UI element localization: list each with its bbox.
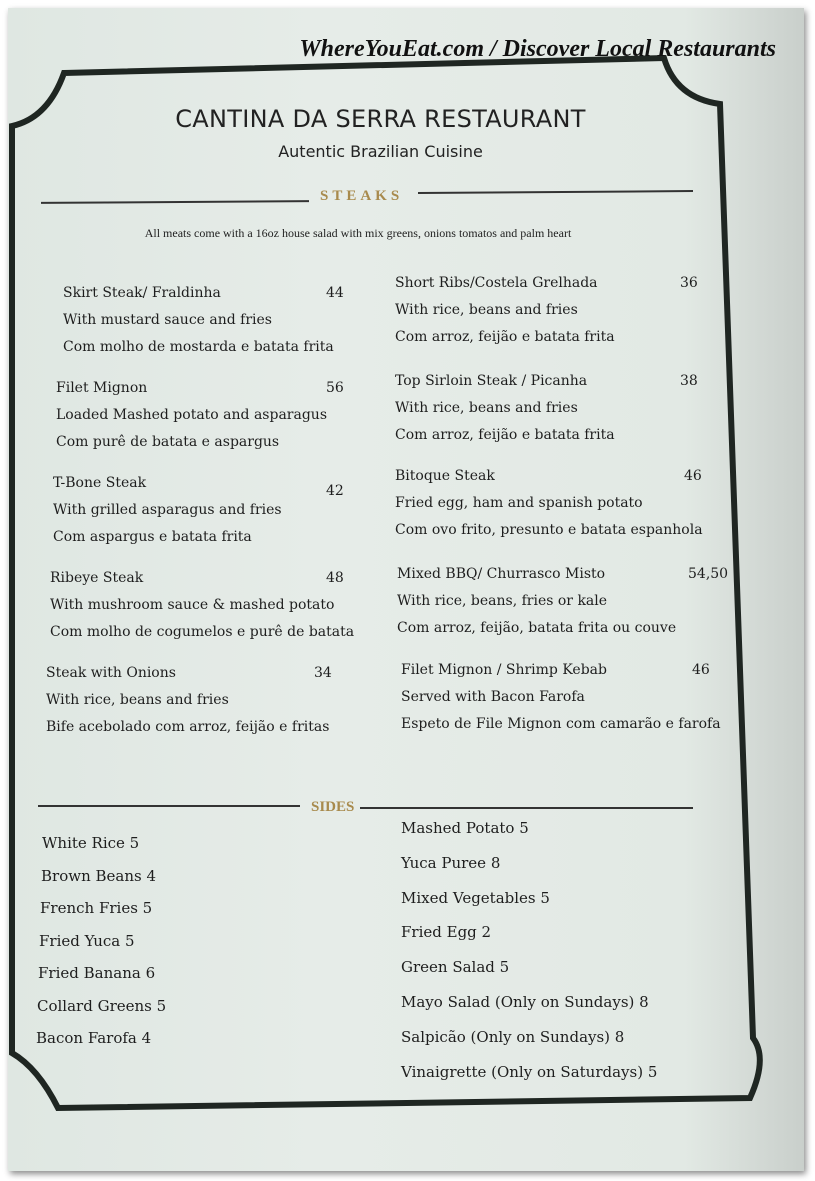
side-item: Mashed Potato 5 xyxy=(401,819,529,837)
item-description-en: With grilled asparagus and fries xyxy=(53,502,282,518)
side-item: French Fries 5 xyxy=(40,899,153,917)
item-description-en: With rice, beans and fries xyxy=(395,400,578,416)
item-description-en: Loaded Mashed potato and asparagus xyxy=(56,407,327,423)
menu-item xyxy=(53,470,344,551)
item-description-en: Fried egg, ham and spanish potato xyxy=(395,495,643,511)
item-name: Ribeye Steak xyxy=(50,570,144,586)
menu-item xyxy=(395,463,703,544)
item-name: Mixed BBQ/ Churrasco Misto xyxy=(397,566,606,582)
side-item: White Rice 5 xyxy=(42,834,140,852)
side-item: Bacon Farofa 4 xyxy=(36,1029,152,1047)
steaks-note: All meats come with a 16oz house salad with mix greens, onions tomatos and palm heart xyxy=(144,226,572,240)
side-item: Mayo Salad (Only on Sundays) 8 xyxy=(401,993,649,1011)
item-price: 34 xyxy=(314,665,332,681)
menu-item xyxy=(397,561,729,642)
item-description-pt: Com aspargus e batata frita xyxy=(53,529,252,545)
menu-item xyxy=(395,270,698,351)
item-description-pt: Com arroz, feijão e batata frita xyxy=(395,427,615,443)
side-item: Fried Egg 2 xyxy=(401,923,492,942)
item-description-en: With mustard sauce and fries xyxy=(63,312,272,328)
item-description-pt: Com molho de cogumelos e purê de batata xyxy=(50,624,355,640)
menu-item xyxy=(63,280,344,361)
menu-item xyxy=(56,375,344,456)
item-price: 46 xyxy=(692,662,710,678)
item-description-en: With rice, beans and fries xyxy=(46,692,229,708)
item-description-pt: Com arroz, feijão, batata frita ou couve xyxy=(397,620,677,636)
item-description-pt: Bife acebolado com arroz, feijão e fritas xyxy=(46,719,330,735)
item-price: 38 xyxy=(680,373,698,389)
menu-page xyxy=(8,8,804,1171)
restaurant-name: CANTINA DA SERRA RESTAURANT xyxy=(175,105,586,133)
item-name: T-Bone Steak xyxy=(53,475,147,491)
item-price: 54,50 xyxy=(688,566,729,582)
side-item: Green Salad 5 xyxy=(401,958,510,977)
divider xyxy=(38,805,300,807)
item-name: Filet Mignon xyxy=(56,380,148,396)
item-price: 48 xyxy=(326,570,344,586)
item-name: Short Ribs/Costela Grelhada xyxy=(395,275,598,291)
item-price: 44 xyxy=(326,285,344,301)
item-name: Top Sirloin Steak / Picanha xyxy=(395,373,588,389)
side-item: Collard Greens 5 xyxy=(37,996,167,1015)
item-name: Skirt Steak/ Fraldinha xyxy=(63,285,221,301)
steaks-heading: STEAKS xyxy=(320,188,404,204)
item-price: 56 xyxy=(326,380,344,396)
sides-heading: SIDES xyxy=(311,799,355,815)
side-item: Vinaigrette (Only on Saturdays) 5 xyxy=(401,1062,658,1081)
side-item: Fried Banana 6 xyxy=(38,964,156,982)
side-item: Brown Beans 4 xyxy=(41,866,157,885)
item-description-en: Served with Bacon Farofa xyxy=(401,689,585,705)
item-price: 42 xyxy=(326,483,344,499)
item-description-pt: Com molho de mostarda e batata frita xyxy=(63,339,334,355)
item-description-en: With rice, beans, fries or kale xyxy=(397,593,608,609)
item-price: 36 xyxy=(680,275,698,291)
side-item: Salpicão (Only on Sundays) 8 xyxy=(401,1027,625,1046)
item-price: 46 xyxy=(684,468,702,484)
menu-item xyxy=(401,657,721,738)
side-item: Mixed Vegetables 5 xyxy=(401,888,550,907)
item-description-pt: Com purê de batata e aspargus xyxy=(56,434,280,450)
item-description-pt: Espeto de File Mignon com camarão e farofa xyxy=(401,716,721,732)
item-name: Steak with Onions xyxy=(46,665,176,681)
side-item: Fried Yuca 5 xyxy=(39,931,135,950)
item-name: Filet Mignon / Shrimp Kebab xyxy=(401,662,607,678)
menu-item xyxy=(50,565,354,646)
side-item: Yuca Puree 8 xyxy=(401,853,501,872)
item-description-pt: Com arroz, feijão e batata frita xyxy=(395,329,615,345)
item-name: Bitoque Steak xyxy=(395,468,495,484)
watermark: WhereYouEat.com / Discover Local Restaurants xyxy=(299,36,776,62)
menu-item xyxy=(46,660,332,741)
item-description-pt: Com ovo frito, presunto e batata espanhola xyxy=(395,522,703,538)
item-description-en: With rice, beans and fries xyxy=(395,302,578,318)
restaurant-subtitle: Autentic Brazilian Cuisine xyxy=(278,142,483,161)
item-description-en: With mushroom sauce & mashed potato xyxy=(50,597,335,613)
menu-item xyxy=(395,368,698,449)
divider xyxy=(360,807,693,809)
